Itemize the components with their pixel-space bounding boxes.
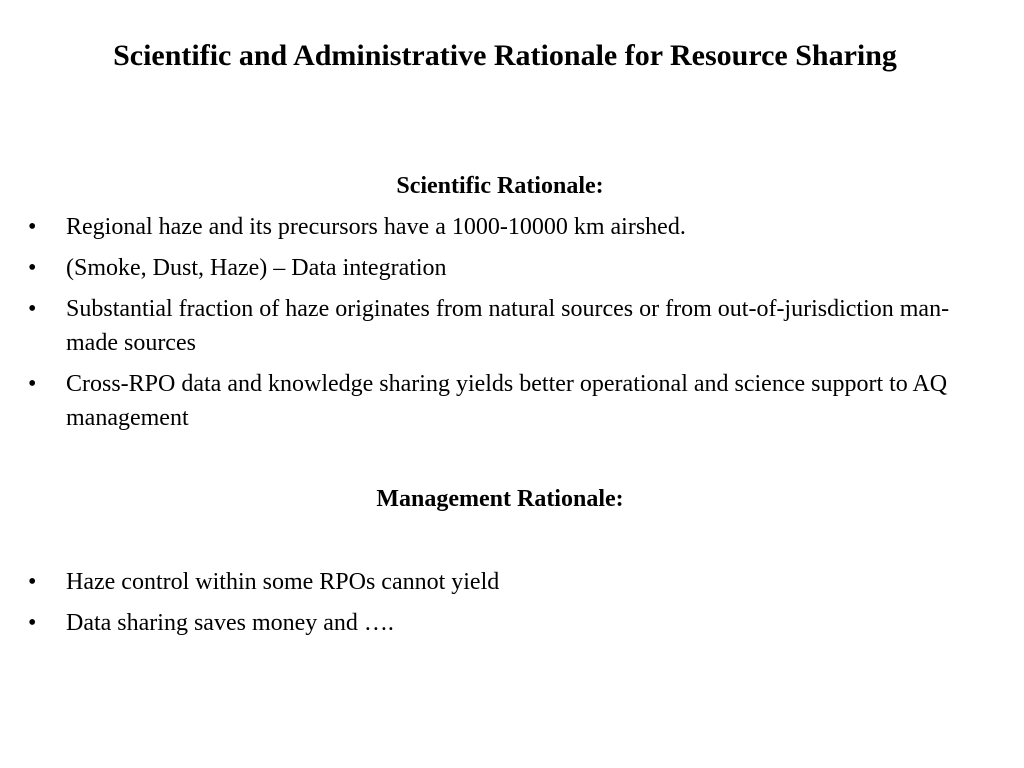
slide-title: Scientific and Administrative Rationale for Resource Sharing [113,39,897,72]
list-item [28,292,988,360]
list-item-text: Haze control within some RPOs cannot yield [66,569,500,595]
list-item [28,251,988,285]
list-item-text: Substantial fraction of haze originates from natural sources or from out-of-jurisdiction man-made sources [66,296,950,356]
list-item [28,565,988,599]
list-item [28,606,988,640]
management-rationale-heading: Management Rationale: [376,486,624,512]
list-item-text: (Smoke, Dust, Haze) – Data integration [66,255,447,281]
bullet-icon: • [28,214,37,240]
scientific-rationale-list [28,210,988,442]
bullet-icon: • [28,371,37,397]
list-item [28,367,988,435]
list-item-text: Data sharing saves money and …. [66,610,394,636]
scientific-rationale-heading: Scientific Rationale: [396,173,604,199]
list-item [28,210,988,244]
list-item-text: Regional haze and its precursors have a 1000-10000 km airshed. [66,214,686,240]
management-rationale-list [28,565,988,647]
list-item-text: Cross-RPO data and knowledge sharing yields better operational and science support to AQ management [66,371,948,431]
bullet-icon: • [28,296,37,322]
bullet-icon: • [28,255,37,281]
bullet-icon: • [28,569,37,595]
bullet-icon: • [28,610,37,636]
